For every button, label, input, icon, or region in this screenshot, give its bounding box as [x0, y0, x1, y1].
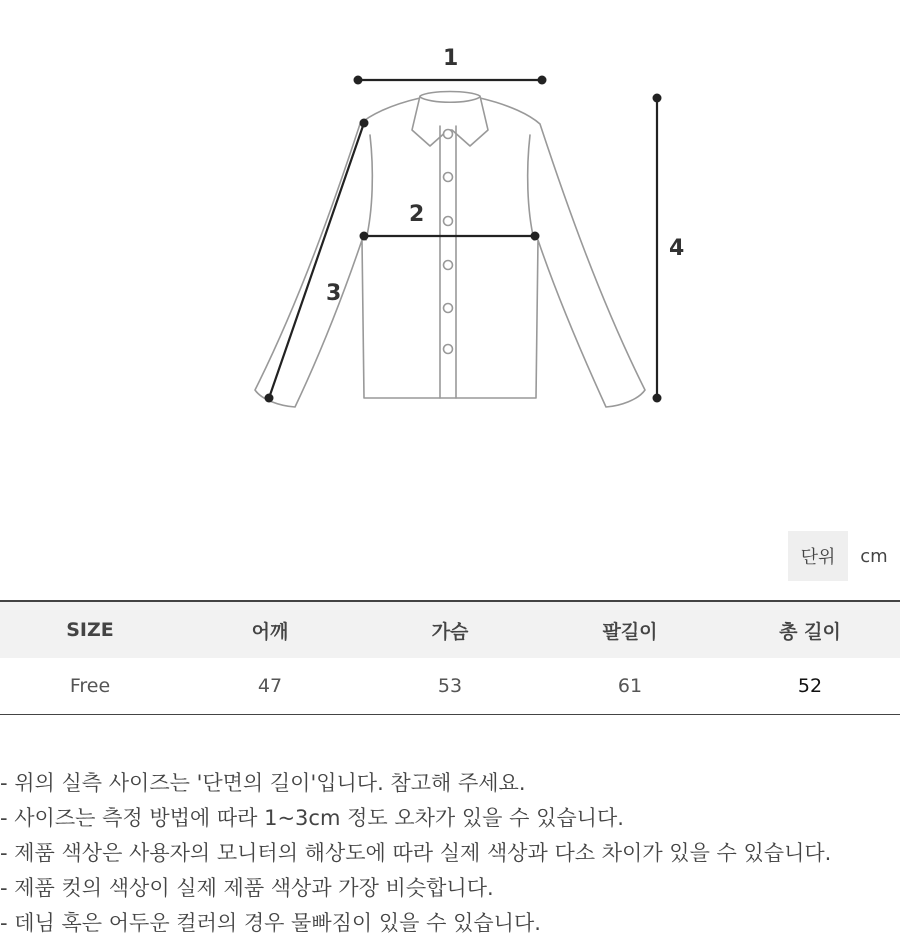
- unit-value: cm: [860, 545, 888, 567]
- table-header-row: [0, 601, 900, 658]
- size-table: [0, 600, 900, 715]
- note-item: - 제품 색상은 사용자의 모니터의 해상도에 따라 실제 색상과 다소 차이가 있을 수 있습니다.: [0, 841, 832, 865]
- cell-chest: 53: [437, 674, 463, 697]
- header-sleeve: 팔길이: [602, 620, 658, 643]
- unit-indicator: [788, 531, 900, 581]
- table-row: [0, 658, 900, 714]
- shirt-outline: [255, 98, 645, 407]
- note-item: - 데님 혹은 어두운 컬러의 경우 물빠짐이 있을 수 있습니다.: [0, 911, 541, 935]
- note-item: - 사이즈는 측정 방법에 따라 1~3cm 정도 오차가 있을 수 있습니다.: [0, 806, 624, 830]
- dim-label-sleeve: 3: [326, 281, 342, 306]
- notes-list: [0, 766, 900, 941]
- header-total-length: 총 길이: [779, 620, 841, 643]
- dim-label-length: 4: [669, 236, 685, 261]
- cell-size: Free: [69, 674, 111, 697]
- unit-label: 단위: [788, 531, 848, 581]
- cell-total-length: 52: [797, 674, 823, 697]
- note-item: - 제품 컷의 색상이 실제 제품 색상과 가장 비슷합니다.: [0, 876, 494, 900]
- note-item: - 위의 실측 사이즈는 '단면의 길이'입니다. 참고해 주세요.: [0, 771, 526, 795]
- dim-label-chest: 2: [409, 202, 425, 227]
- header-chest: 가슴: [431, 620, 469, 643]
- dim-label-shoulder: 1: [443, 46, 459, 71]
- header-shoulder: 어깨: [251, 620, 289, 643]
- cell-sleeve: 61: [617, 674, 643, 697]
- header-size: SIZE: [66, 619, 114, 641]
- cell-shoulder: 47: [257, 674, 283, 697]
